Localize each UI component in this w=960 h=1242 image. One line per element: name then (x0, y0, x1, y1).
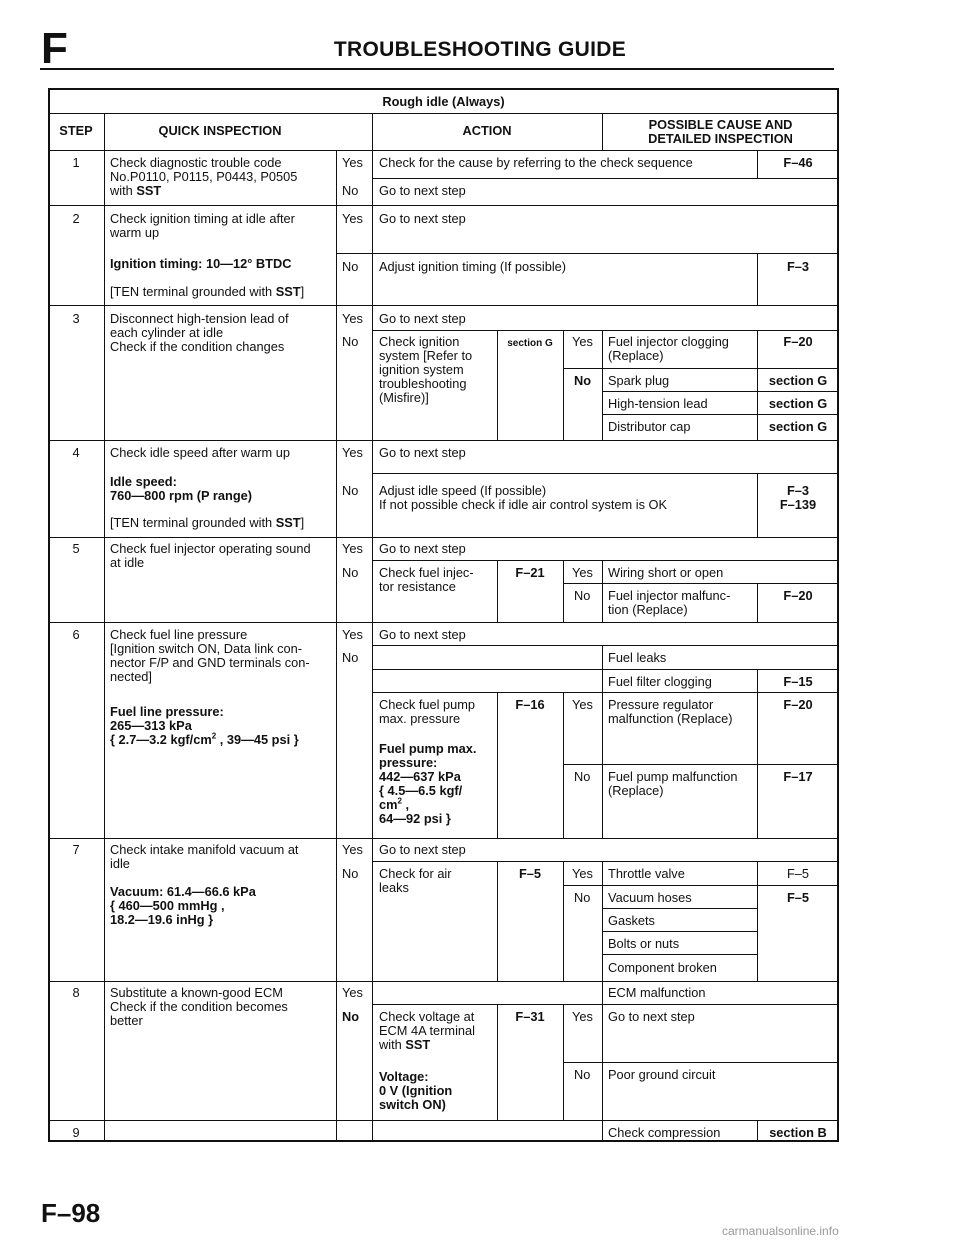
step-4-no-action: Adjust idle speed (If possible) If not possible check if idle air control system is OK (379, 483, 668, 512)
grid-v-line (497, 692, 498, 838)
step-6-no-action: Check fuel pump max. pressure (379, 697, 476, 726)
col-quick-inspection: QUICK INSPECTION (158, 123, 282, 138)
step-5-cause-1: Wiring short or open (608, 565, 724, 580)
grid-h-line (336, 253, 839, 254)
step-3-cause-4: Distributor cap (608, 419, 691, 434)
grid-h-line (563, 368, 839, 369)
step-5-number: 5 (72, 541, 80, 556)
step-3-yes-action: Go to next step (379, 311, 466, 326)
grid-h-line (372, 560, 839, 561)
step-6-inspection: Check fuel line pressure [Ignition switch ON, Data link con- nector F/P and GND terminals con- nected] (110, 627, 310, 684)
grid-h-line (48, 150, 839, 151)
table-title: Rough idle (Always) (382, 94, 505, 109)
step-3-ref-1: F–20 (783, 334, 813, 349)
step-7-yes-action: Go to next step (379, 842, 466, 857)
step-2-no-ref: F–3 (786, 259, 810, 274)
step-2-yes: Yes (342, 211, 363, 226)
grid-h-line (602, 954, 757, 955)
step-6-spec-2: { 2.7—3.2 kgf/$cm^2$ , 39—45 psi } (110, 731, 299, 747)
step-3-yes: Yes (342, 311, 363, 326)
grid-h-line (372, 1004, 839, 1005)
grid-h-line (372, 645, 839, 646)
grid-v-line (757, 669, 758, 838)
grid-h-line (48, 838, 839, 839)
step-7-yes: Yes (342, 842, 363, 857)
step-7-cause-1: Throttle valve (608, 866, 685, 881)
step-1-number: 1 (72, 155, 80, 170)
step-4-number: 4 (72, 445, 80, 460)
step-9-ref: section B (769, 1125, 827, 1140)
step-7-cause-4: Bolts or nuts (608, 936, 680, 951)
step-6-cause-1: Fuel filter clogging (608, 674, 712, 689)
step-5-sub-no: No (574, 588, 591, 603)
step-8-sub-no: No (574, 1067, 591, 1082)
grid-h-line (48, 1120, 839, 1121)
step-3-no: No (342, 334, 359, 349)
step-7-cause-3: Gaskets (608, 913, 655, 928)
step-6-no-spec: Fuel pump max. pressure: 442—637 kPa { 4.5—6.5 kgf/ $cm^2$ , 64—92 psi } (379, 741, 477, 826)
step-1-yes: Yes (342, 155, 363, 170)
step-5-inspection: Check fuel injector operating sound at idle (110, 541, 311, 570)
step-4-yes-action: Go to next step (379, 445, 466, 460)
grid-h-line (372, 473, 839, 474)
step-3-ref-4: section G (768, 419, 828, 434)
step-7-sub-yes: Yes (572, 866, 593, 881)
grid-h-line (372, 330, 839, 331)
step-3-sub-yes: Yes (572, 334, 593, 349)
step-7-number: 7 (72, 842, 80, 857)
step-2-no: No (342, 259, 359, 274)
step-6-ref-1: F–15 (783, 674, 813, 689)
step-2-inspection: Check ignition timing at idle after warm up (110, 211, 295, 240)
step-8-inspection: Substitute a known-good ECM Check if the condition becomes better (110, 985, 288, 1028)
step-1-no-action: Go to next step (379, 183, 466, 198)
step-1-yes-ref: F–46 (783, 155, 813, 170)
step-3-cause-2: Spark plug (608, 373, 670, 388)
step-3-no-action: Check ignition system [Refer to ignition system troubleshooting (Misfire)] (379, 334, 473, 405)
step-6-cause-0: Fuel leaks (608, 650, 667, 665)
grid-h-line (602, 414, 839, 415)
grid-v-line (602, 1120, 603, 1142)
step-5-yes-action: Go to next step (379, 541, 466, 556)
step-7-no: No (342, 866, 359, 881)
grid-h-line (563, 1062, 839, 1063)
grid-v-line (372, 113, 373, 1142)
step-5-ref-2: F–20 (783, 588, 813, 603)
step-2-note: [TEN terminal grounded with SST] (110, 284, 305, 299)
step-5-cause-2: Fuel injector malfunc- tion (Replace) (608, 588, 731, 617)
grid-h-line (602, 391, 839, 392)
grid-h-line (48, 622, 839, 623)
step-1-inspection: Check diagnostic trouble code No.P0110, P0115, P0443, P0505 with SST (110, 155, 298, 198)
grid-v-line (563, 1004, 564, 1120)
step-7-cause-5: Component broken (608, 960, 717, 975)
step-6-yes: Yes (342, 627, 363, 642)
step-7-inspection: Check intake manifold vacuum at idle (110, 842, 299, 871)
grid-v-line (104, 113, 105, 1142)
step-8-yes-cause: ECM malfunction (608, 985, 706, 1000)
step-3-sub-no: No (574, 373, 592, 388)
grid-v-line (602, 1004, 603, 1120)
step-6-sub-yes: Yes (572, 697, 593, 712)
step-3-ref-3: section G (768, 396, 828, 411)
step-6-cause-2: Pressure regulator malfunction (Replace) (608, 697, 733, 726)
step-5-yes: Yes (342, 541, 363, 556)
grid-v-line (563, 861, 564, 981)
step-8-no-action: Check voltage at ECM 4A terminal with SST (379, 1009, 476, 1052)
step-6-ref-2: F–20 (783, 697, 813, 712)
page-number: F–98 (41, 1198, 101, 1228)
step-6-number: 6 (72, 627, 80, 642)
step-4-yes: Yes (342, 445, 363, 460)
step-9-cause: Check compression (608, 1125, 721, 1140)
step-5-no-ref: F–21 (515, 565, 545, 580)
grid-h-line (48, 205, 839, 206)
grid-h-line (563, 885, 839, 886)
grid-h-line (48, 537, 839, 538)
step-8-no-ref: F–31 (515, 1009, 545, 1024)
grid-h-line (372, 178, 839, 179)
step-5-sub-yes: Yes (572, 565, 593, 580)
step-7-spec: Vacuum: 61.4—66.6 kPa { 460—500 mmHg , 18.2—19.6 inHg } (110, 884, 256, 927)
step-5-no-action: Check fuel injec- tor resistance (379, 565, 474, 594)
section-letter: F (41, 24, 68, 73)
step-6-no-ref: F–16 (515, 697, 545, 712)
grid-h-line (48, 981, 839, 982)
grid-v-line (563, 692, 564, 838)
grid-h-line (563, 764, 839, 765)
step-7-no-ref: F–5 (518, 866, 542, 881)
step-6-no: No (342, 650, 359, 665)
step-8-yes: Yes (342, 985, 363, 1000)
grid-h-line (602, 931, 757, 932)
step-3-inspection: Disconnect high-tension lead of each cylinder at idle Check if the condition changes (110, 311, 289, 354)
step-4-inspection: Check idle speed after warm up (110, 445, 290, 460)
step-4-note: [TEN terminal grounded with SST] (110, 515, 305, 530)
step-6-sub-no: No (574, 769, 591, 784)
grid-h-line (602, 908, 757, 909)
page-title: TROUBLESHOOTING GUIDE (333, 38, 627, 61)
step-8-no-spec: Voltage: 0 V (Ignition switch ON) (379, 1069, 453, 1112)
step-6-cause-3: Fuel pump malfunction (Replace) (608, 769, 738, 798)
grid-h-line (48, 113, 839, 114)
step-2-no-action: Adjust ignition timing (If possible) (379, 259, 567, 274)
header-rule (40, 68, 834, 70)
step-8-sub-yes: Yes (572, 1009, 593, 1024)
grid-v-line (602, 861, 603, 981)
step-3-ref-2: section G (768, 373, 828, 388)
grid-h-line (563, 583, 839, 584)
step-5-no: No (342, 565, 359, 580)
watermark: carmanualsonline.info (722, 1224, 839, 1238)
step-4-no-ref: F–3 F–139 (779, 483, 817, 512)
step-1-no: No (342, 183, 359, 198)
step-3-number: 3 (72, 311, 80, 326)
step-8-cause-2: Poor ground circuit (608, 1067, 716, 1082)
step-7-sub-no: No (574, 890, 591, 905)
grid-v-line (563, 560, 564, 622)
col-possible-cause: POSSIBLE CAUSE AND DETAILED INSPECTION (648, 117, 793, 146)
step-8-number: 8 (72, 985, 80, 1000)
grid-h-line (372, 692, 839, 693)
grid-v-line (602, 981, 603, 1004)
step-9-number: 9 (72, 1125, 80, 1140)
grid-h-line (372, 669, 839, 670)
step-3-cause-1: Fuel injector clogging (Replace) (608, 334, 729, 363)
step-2-number: 2 (72, 211, 80, 226)
step-7-no-action: Check for air leaks (379, 866, 452, 895)
grid-h-line (48, 440, 839, 441)
step-6-ref-3: F–17 (783, 769, 813, 784)
grid-h-line (48, 305, 839, 306)
step-8-cause-1: Go to next step (608, 1009, 695, 1024)
col-step: STEP (59, 123, 93, 138)
step-7-ref-2: F–5 (786, 890, 810, 905)
step-4-spec: Idle speed: 760—800 rpm (P range) (110, 474, 253, 503)
grid-v-line (602, 645, 603, 838)
col-action: ACTION (462, 123, 512, 138)
step-2-yes-action: Go to next step (379, 211, 466, 226)
step-6-spec: Fuel line pressure: 265—313 kPa (110, 704, 224, 733)
step-3-cause-3: High-tension lead (608, 396, 708, 411)
grid-h-line (372, 861, 839, 862)
step-2-spec: Ignition timing: 10—12° BTDC (110, 256, 292, 271)
step-7-cause-2: Vacuum hoses (608, 890, 692, 905)
grid-v-line (563, 330, 564, 440)
step-3-no-ref: section G (507, 338, 553, 349)
grid-v-line (336, 150, 337, 1142)
step-4-no: No (342, 483, 359, 498)
step-7-ref-1: F–5 (786, 866, 810, 881)
grid-v-line (602, 330, 603, 440)
grid-v-line (602, 560, 603, 622)
step-8-no: No (342, 1009, 360, 1024)
step-6-yes-action: Go to next step (379, 627, 466, 642)
step-1-yes-action: Check for the cause by referring to the check sequence (379, 155, 693, 170)
